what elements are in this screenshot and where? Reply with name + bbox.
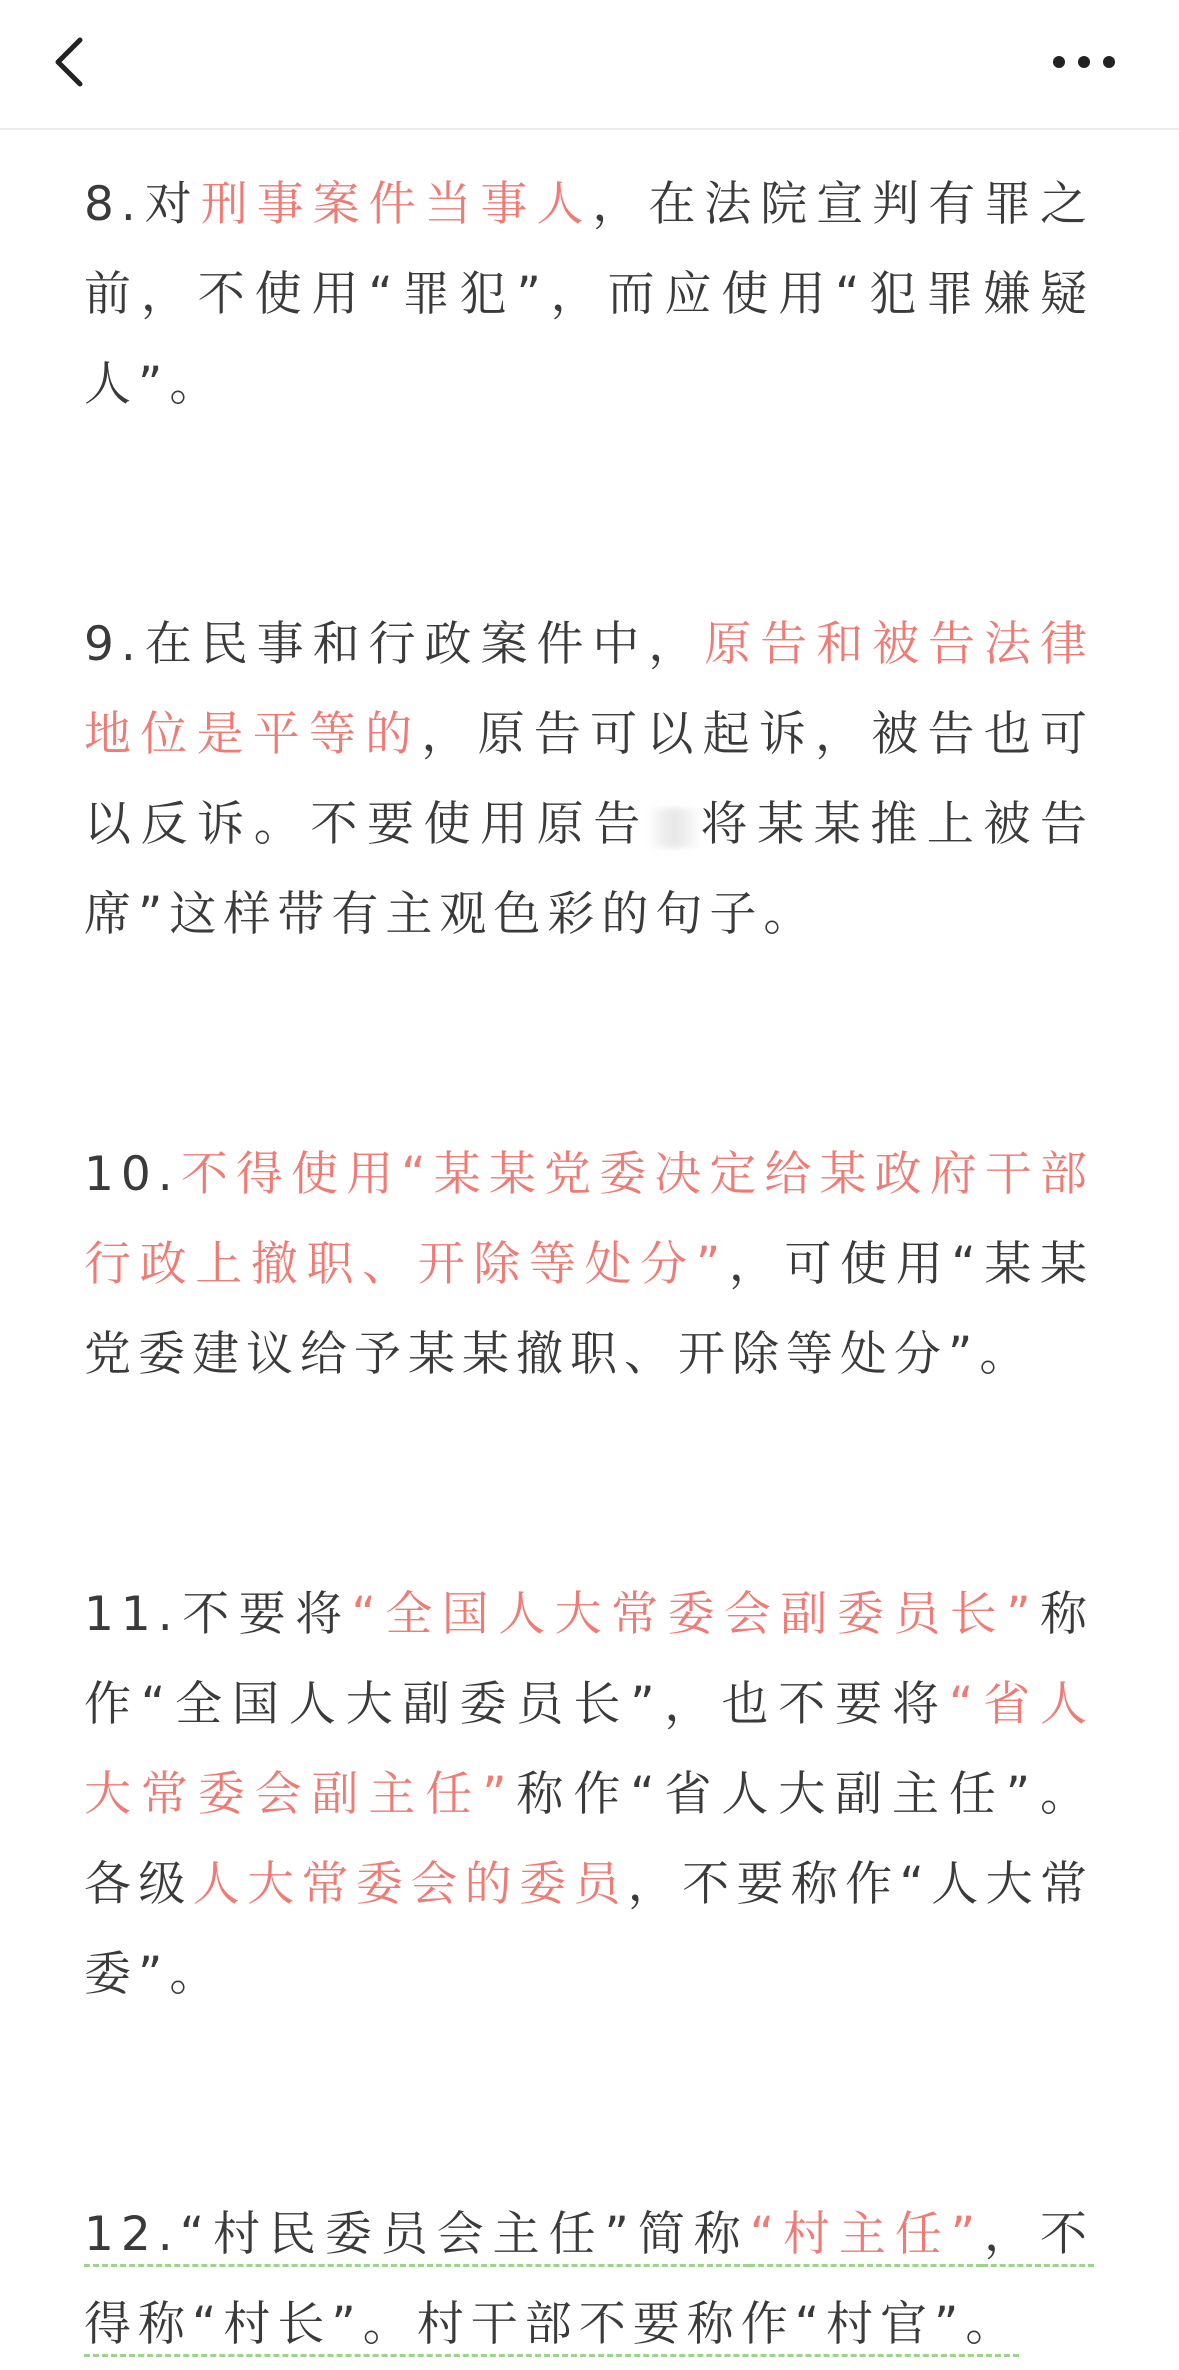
paragraph-text: 12.“村民委员会主任”简称 [84,2207,750,2262]
back-button[interactable] [40,22,100,102]
paragraph-text: 9.在民事和行政案件中， [84,617,705,672]
highlighted-text: 不得使用“某某党委决定给某政府干部行政上撤职、开除等处分” [84,1147,1094,1292]
paragraph-11 [84,1570,1094,2020]
highlighted-text: “省人大常委会副主任” [84,1677,1094,1822]
paragraph-10 [84,1130,1094,1400]
highlighted-text: 人大常委会的委员 [192,1857,628,1912]
paragraph-text: 将某某推上被告席”这样带有主观色彩的句子。 [84,797,1095,942]
article-content [84,160,1094,2370]
paragraph-text: 称作“省人大副主任”。各级 [84,1767,1094,1912]
paragraph-9 [84,600,1094,960]
paragraph-text: ，原告可以起诉，被告也可以反诉。不要使用原告 [84,707,1095,852]
paragraph-text: 10. [84,1147,180,1202]
paragraph-text: 8.对 [84,177,201,232]
highlighted-text: “全国人大常委会副委员长” [351,1587,1038,1642]
more-options-button[interactable] [1029,22,1139,102]
blurred-overlay [650,808,698,848]
paragraph-text: ，不要称作“人大常委”。 [84,1857,1095,2002]
more-horizontal-icon [1049,52,1119,72]
highlighted-text: 刑事案件当事人 [200,177,593,232]
paragraph-text: ，可使用“某某党委建议给予某某撤职、开除等处分”。 [84,1237,1094,1382]
paragraph-12 [84,2190,1094,2370]
highlighted-text: 原告和被告法律地位是平等的 [84,617,1094,762]
paragraph-8 [84,160,1094,430]
paragraph-text: 11.不要将 [84,1587,352,1642]
chevron-left-icon [50,32,90,92]
paragraph-text: ，在法院宣判有罪之前，不使用“罪犯”，而应使用“犯罪嫌疑人”。 [84,177,1095,412]
paragraph-text: 称作“全国人大副委员长”，也不要将 [84,1587,1095,1732]
paragraph-text: ，不得称“村长”。村干部不要称作“村官”。 [84,2207,1095,2352]
highlighted-text: “村主任” [749,2207,983,2262]
top-navigation-bar [0,0,1179,130]
